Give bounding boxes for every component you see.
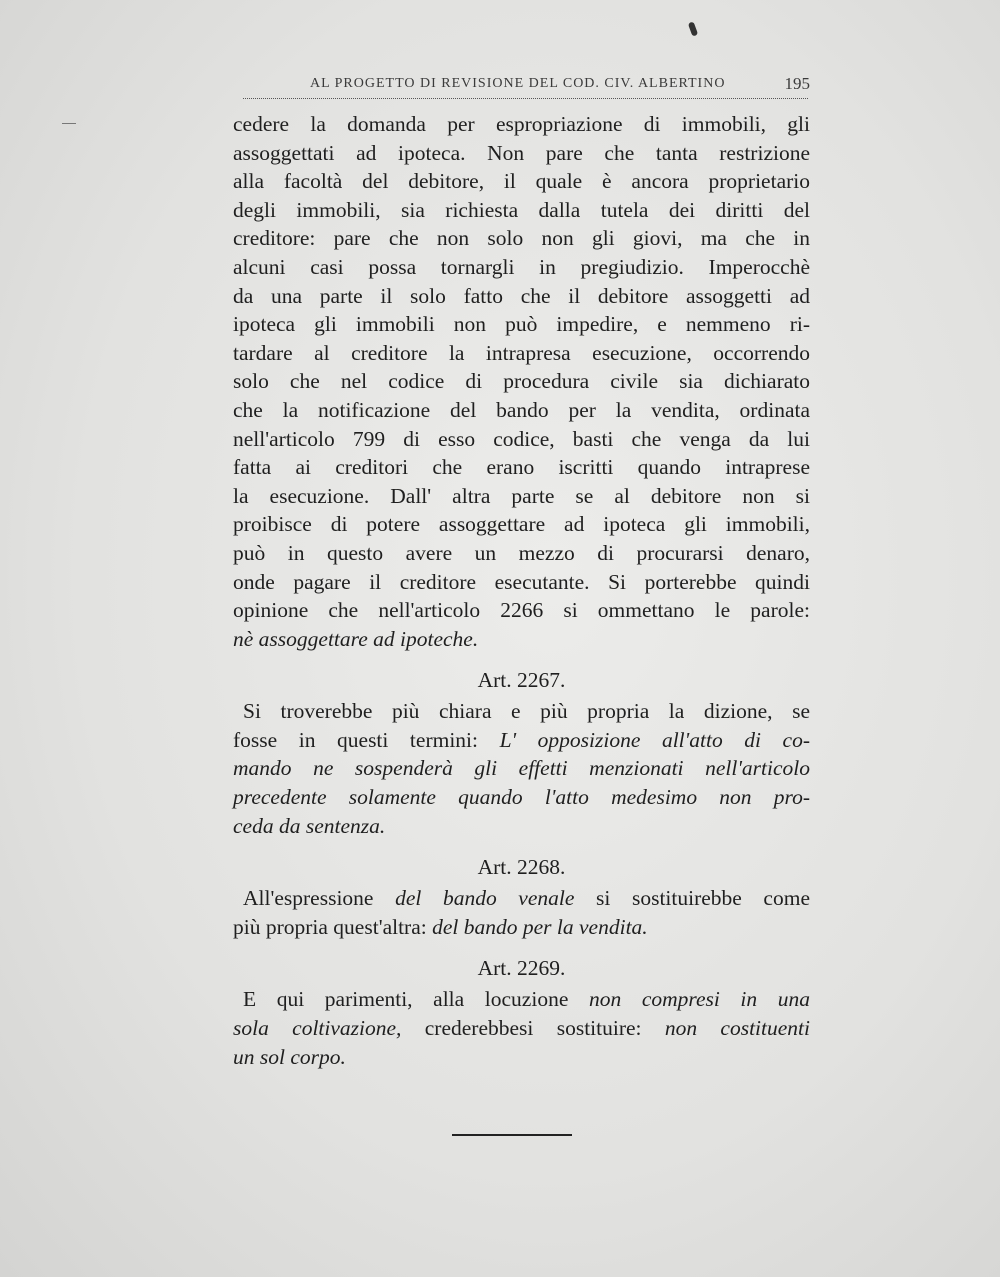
text-line: proibisce di potere assoggettare ad ipoteca gli immobili,	[233, 512, 810, 537]
text-line: fatta ai creditori che erano iscritti quando intraprese	[233, 455, 810, 480]
plain-text: E qui parimenti, alla locuzione	[243, 987, 589, 1012]
italic-text: non costituenti	[664, 1016, 810, 1041]
plain-text: All'espressione	[243, 886, 396, 911]
plain-text: crederebbesi sostituire:	[401, 1016, 665, 1041]
text-line: alla facoltà del debitore, il quale è ancora proprietario	[233, 169, 810, 194]
text-line: può in questo avere un mezzo di procurarsi denaro,	[233, 540, 810, 565]
italic-text: sola coltivazione,	[233, 1016, 402, 1041]
header-rule	[243, 98, 808, 99]
text-line: creditore: pare che non solo non gli giovi, ma che in	[233, 226, 810, 251]
text-line	[233, 913, 810, 942]
text-line: degli immobili, sia richiesta dalla tutela dei diritti del	[233, 197, 810, 222]
plain-text: si sostituirebbe come	[574, 886, 810, 911]
italic-text: ceda da sentenza.	[233, 813, 386, 838]
paragraph-1	[233, 110, 810, 653]
italic-text: del bando venale	[395, 886, 575, 911]
running-title: AL PROGETTO DI REVISIONE DEL COD. CIV. ALBERTINO	[310, 76, 726, 91]
text-line: nell'articolo 799 di esso codice, basti che venga da lui	[233, 426, 810, 451]
text-line-italic	[233, 625, 810, 654]
margin-mark	[62, 123, 76, 124]
italic-text: del bando per la vendita.	[432, 914, 648, 939]
text-line: Si troverebbe più chiara e più propria la dizione, se	[243, 699, 810, 724]
plain-text: più propria quest'altra:	[233, 914, 433, 939]
text-line	[233, 783, 810, 812]
text-line	[233, 985, 810, 1014]
article-2269	[233, 951, 810, 1071]
article-heading: Art. 2268.	[477, 855, 566, 880]
text-line: alcuni casi possa tornargli in pregiudizio. Imperocchè	[233, 254, 810, 279]
text-line: la esecuzione. Dall' altra parte se al debitore non si	[233, 483, 810, 508]
page-number: 195	[784, 74, 810, 93]
italic-text: nè assoggettare ad ipoteche.	[233, 626, 479, 651]
text-line: solo che nel codice di procedura civile sia dichiarato	[233, 369, 810, 394]
running-header	[310, 76, 810, 98]
article-heading: Art. 2269.	[477, 956, 566, 981]
text-line: opinione che nell'articolo 2266 si ommettano le parole:	[233, 598, 810, 623]
article-heading: Art. 2267.	[477, 668, 566, 693]
text-line: cedere la domanda per espropriazione di immobili, gli	[233, 112, 810, 136]
text-line: tardare al creditore la intrapresa esecuzione, occorrendo	[233, 340, 810, 365]
italic-text: non compresi in una	[588, 987, 811, 1012]
text-line	[233, 726, 810, 755]
article-2268	[233, 850, 810, 941]
article-2267	[233, 663, 810, 840]
text-line: da una parte il solo fatto che il debitore assoggetti ad	[233, 283, 810, 308]
italic-text: un sol corpo.	[233, 1044, 346, 1069]
text-line: che la notificazione del bando per la vendita, ordinata	[233, 397, 810, 422]
plain-text: fosse in questi termini:	[233, 727, 500, 752]
text-line	[233, 1043, 810, 1072]
page-body	[233, 110, 810, 1071]
text-line	[233, 812, 810, 841]
text-line	[233, 754, 810, 783]
italic-text: L' opposizione all'atto di co-	[499, 727, 810, 752]
text-line	[233, 1014, 810, 1043]
italic-text: precedente solamente quando l'atto medesimo non pro-	[233, 785, 810, 810]
text-line: assoggettati ad ipoteca. Non pare che tanta restrizione	[233, 140, 810, 165]
text-line: onde pagare il creditore esecutante. Si porterebbe quindi	[233, 569, 810, 594]
end-rule	[452, 1134, 572, 1136]
italic-text: mando ne sospenderà gli effetti menzionati nell'articolo	[233, 756, 810, 781]
text-line	[233, 884, 810, 913]
text-line: ipoteca gli immobili non può impedire, e nemmeno ri-	[233, 312, 810, 337]
